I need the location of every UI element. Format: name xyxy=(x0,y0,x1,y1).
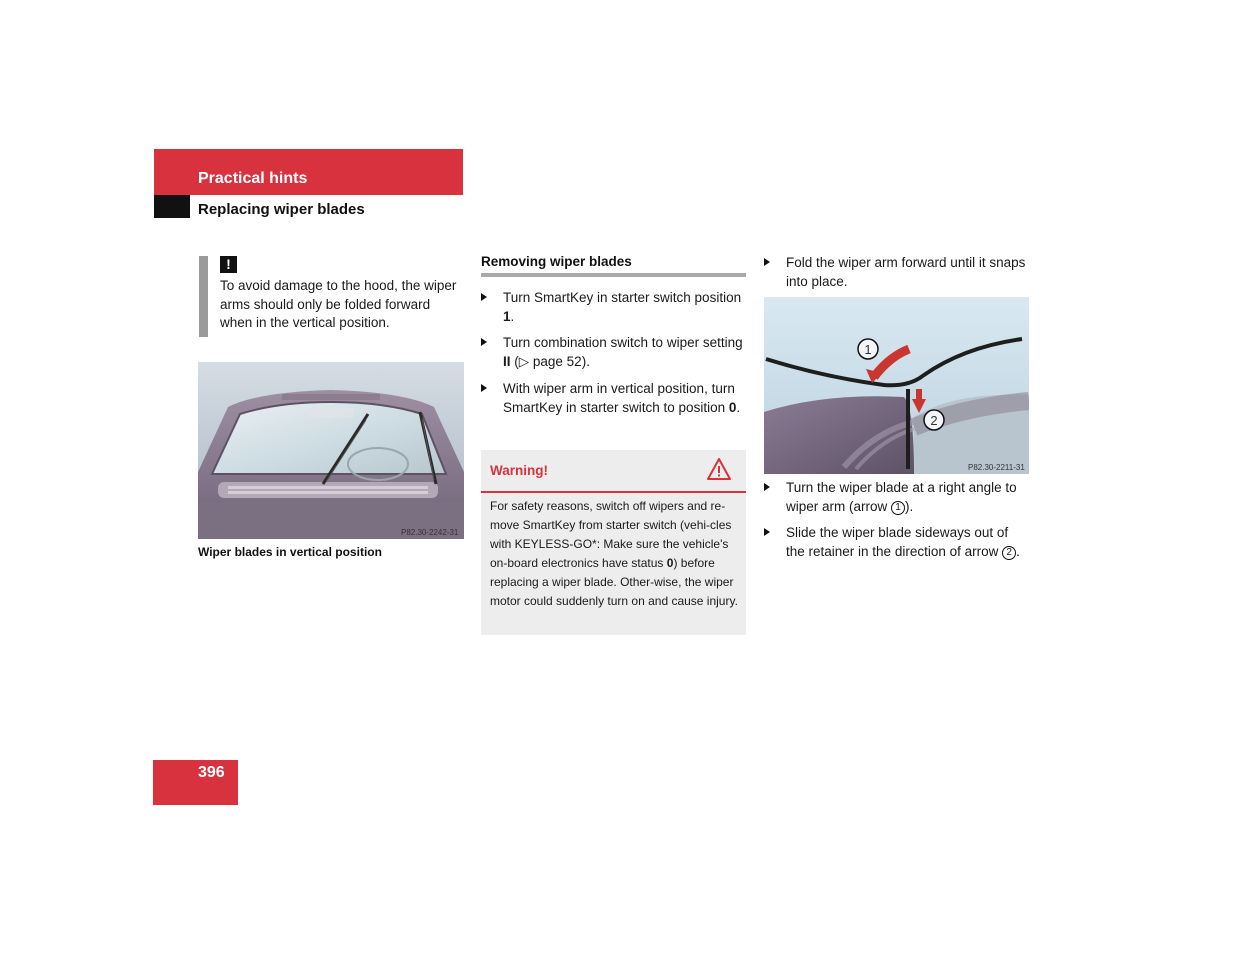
subsection-marker xyxy=(154,195,190,218)
windshield-wipers-image xyxy=(198,362,464,539)
bullet-triangle-icon xyxy=(481,384,487,392)
note-side-bar xyxy=(199,256,208,337)
note-text: To avoid damage to the hood, the wiper arms should only be folded forward when in the vertical position. xyxy=(220,278,457,330)
page-number: 396 xyxy=(198,764,225,781)
bullet-triangle-icon xyxy=(764,483,770,491)
warning-title: Warning! xyxy=(490,463,548,478)
section-title: Practical hints xyxy=(198,170,308,187)
warning-text: For safety reasons, switch off wipers and re-move SmartKey from starter switch (vehi-cles with KEYLESS-GO*: Make sure the vehicle's on-board electronics have status 0) before replacing a wiper blade. Other-wise, the wiper motor could suddenly turn on and cause injury. xyxy=(490,499,738,608)
figure-label-1: 1 xyxy=(864,342,872,357)
bullet-triangle-icon xyxy=(764,258,770,266)
subsection-title: Replacing wiper blades xyxy=(198,201,365,218)
step-item: Turn the wiper blade at a right angle to wiper arm (arrow 1 ). xyxy=(764,478,1029,516)
step-item: Turn combination switch to wiper setting II (▷ page 52). xyxy=(481,333,746,371)
step-item: Slide the wiper blade sideways out of the retainer in the direction of arrow 2 . xyxy=(764,523,1029,561)
step-item: With wiper arm in vertical position, turn SmartKey in starter switch to position 0. xyxy=(481,379,746,417)
wiper-blade-removal-image xyxy=(764,297,1029,474)
callout-number: 2 xyxy=(1002,546,1016,560)
bullet-triangle-icon xyxy=(764,528,770,536)
heading-rule xyxy=(481,273,746,277)
exclamation-icon: ! xyxy=(220,256,237,273)
warning-rule xyxy=(481,491,746,493)
bullet-triangle-icon xyxy=(481,293,487,301)
figure-code: P82.30-2242-31 xyxy=(401,528,459,537)
removing-heading: Removing wiper blades xyxy=(481,254,632,269)
figure-label-2: 2 xyxy=(930,413,938,428)
page-number-box xyxy=(153,760,238,805)
step-item: Fold the wiper arm forward until it snaps into place. xyxy=(764,253,1029,291)
figure-caption: Wiper blades in vertical position xyxy=(198,545,382,559)
callout-number: 1 xyxy=(891,501,905,515)
bullet-triangle-icon xyxy=(481,338,487,346)
warning-triangle-icon xyxy=(706,457,732,486)
figure-code: P82.30-2211-31 xyxy=(968,463,1025,472)
step-item: Turn SmartKey in starter switch position 1. xyxy=(481,288,746,326)
